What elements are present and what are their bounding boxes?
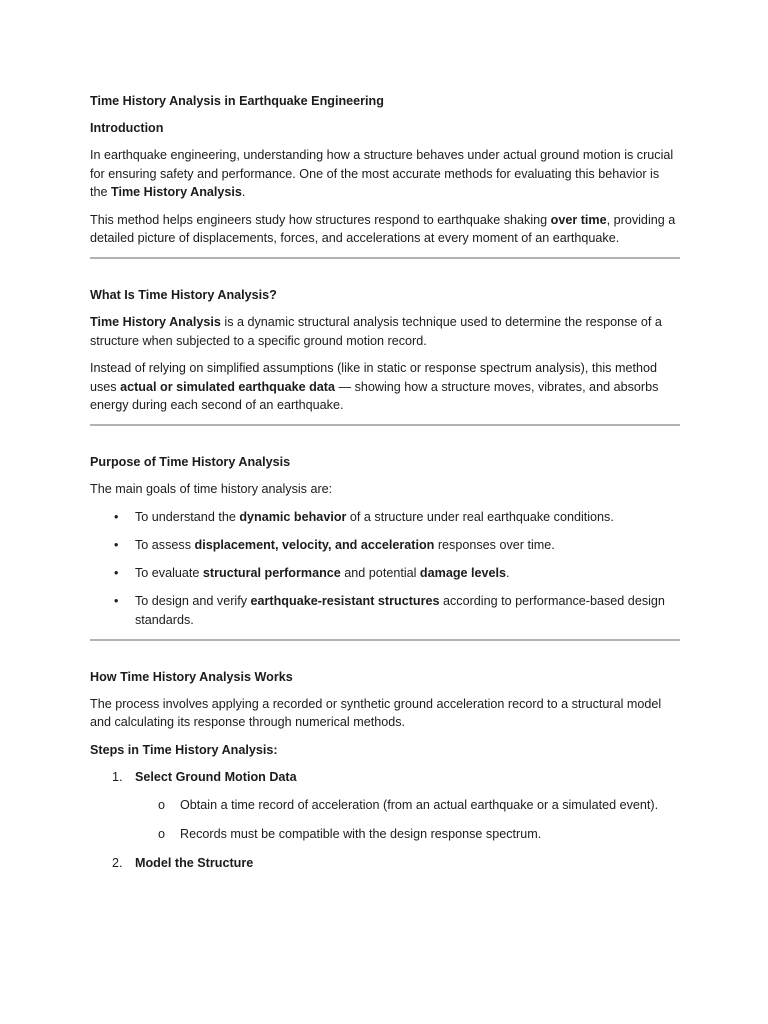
bold-text: structural performance: [202, 565, 341, 580]
text-run: Obtain a time record of acceleration (from an actual earthquake or a simulated event).: [180, 797, 659, 812]
bold-text: displacement, velocity, and acceleration: [194, 537, 435, 552]
steps-list: [90, 768, 680, 873]
bold-text: over time: [550, 212, 607, 227]
sub-bullet-icon: o: [158, 797, 166, 812]
text-run: responses over time.: [434, 537, 555, 552]
step-number: 1.: [112, 769, 123, 784]
bold-text: Time History Analysis: [111, 185, 242, 200]
intro-paragraph-2: [90, 211, 680, 248]
bullet-icon: •: [114, 537, 119, 552]
step-item: [90, 768, 680, 844]
text-run: is a dynamic structural analysis technique used to determine the response of a structure when subjected to a specific ground motion record.: [90, 314, 662, 348]
list-item: [90, 508, 680, 527]
heading-introduction: Introduction: [90, 121, 164, 135]
step-item: [90, 854, 680, 873]
sub-bullet-icon: o: [158, 826, 166, 841]
sub-list-item: [135, 825, 680, 844]
bold-text: Time History Analysis: [90, 314, 221, 329]
sub-list: [135, 796, 680, 844]
text-run: To design and verify: [135, 593, 251, 608]
bold-text: actual or simulated earthquake data: [120, 379, 335, 394]
bold-text: dynamic behavior: [239, 509, 347, 524]
heading-purpose: Purpose of Time History Analysis: [90, 454, 291, 469]
what-paragraph-2: [90, 359, 680, 415]
step-number: 2.: [112, 855, 123, 870]
list-item: [90, 592, 680, 630]
intro-paragraph-1: [90, 146, 680, 202]
what-paragraph-1: [90, 313, 680, 350]
text-run: To understand the: [135, 509, 240, 524]
how-paragraph-1: The process involves applying a recorded or synthetic ground acceleration record to a structural model and calculating its response through numerical methods.: [90, 696, 662, 730]
heading-what-is: What Is Time History Analysis?: [90, 287, 277, 302]
text-run: To evaluate: [135, 565, 203, 580]
bold-text: damage levels: [419, 565, 507, 580]
document-title: Time History Analysis in Earthquake Engineering: [90, 94, 384, 108]
text-run: In earthquake engineering, understanding how a structure behaves under actual ground motion is crucial for ensuring safety and performance. One of the most accurate methods for evaluating this behavior is the: [90, 148, 674, 200]
text-run: .: [506, 565, 510, 580]
step-label: Select Ground Motion Data: [135, 769, 297, 784]
text-run: of a structure under real earthquake conditions.: [346, 509, 614, 524]
text-run: according to performance-based design standards.: [135, 593, 665, 627]
document-page: [90, 92, 680, 882]
bullet-icon: •: [114, 565, 119, 580]
list-item: [90, 536, 680, 555]
purpose-lead: The main goals of time history analysis are:: [90, 481, 333, 496]
section-divider: [90, 639, 680, 641]
bold-text: earthquake-resistant structures: [250, 593, 440, 608]
bullet-icon: •: [114, 593, 119, 608]
heading-how-it-works: How Time History Analysis Works: [90, 669, 293, 684]
text-run: — showing how a structure moves, vibrates, and absorbs energy during each second of an earthquake.: [90, 379, 659, 413]
section-divider: [90, 257, 680, 259]
list-item: [90, 564, 680, 583]
text-run: Instead of relying on simplified assumptions (like in static or response spectrum analysis), this method uses: [90, 361, 657, 394]
step-label: Model the Structure: [135, 855, 254, 870]
section-divider: [90, 424, 680, 426]
purpose-list: [90, 508, 680, 630]
sub-list-item: [135, 796, 680, 815]
bullet-icon: •: [114, 509, 119, 524]
text-run: .: [241, 185, 246, 200]
text-run: To assess: [135, 537, 195, 552]
heading-steps: Steps in Time History Analysis:: [90, 742, 278, 757]
text-run: and potential: [340, 565, 420, 580]
text-run: , providing a detailed picture of displacements, forces, and accelerations at every moment of an earthquake.: [90, 212, 676, 246]
text-run: This method helps engineers study how structures respond to earthquake shaking: [90, 212, 551, 227]
text-run: Records must be compatible with the design response spectrum.: [180, 826, 542, 841]
